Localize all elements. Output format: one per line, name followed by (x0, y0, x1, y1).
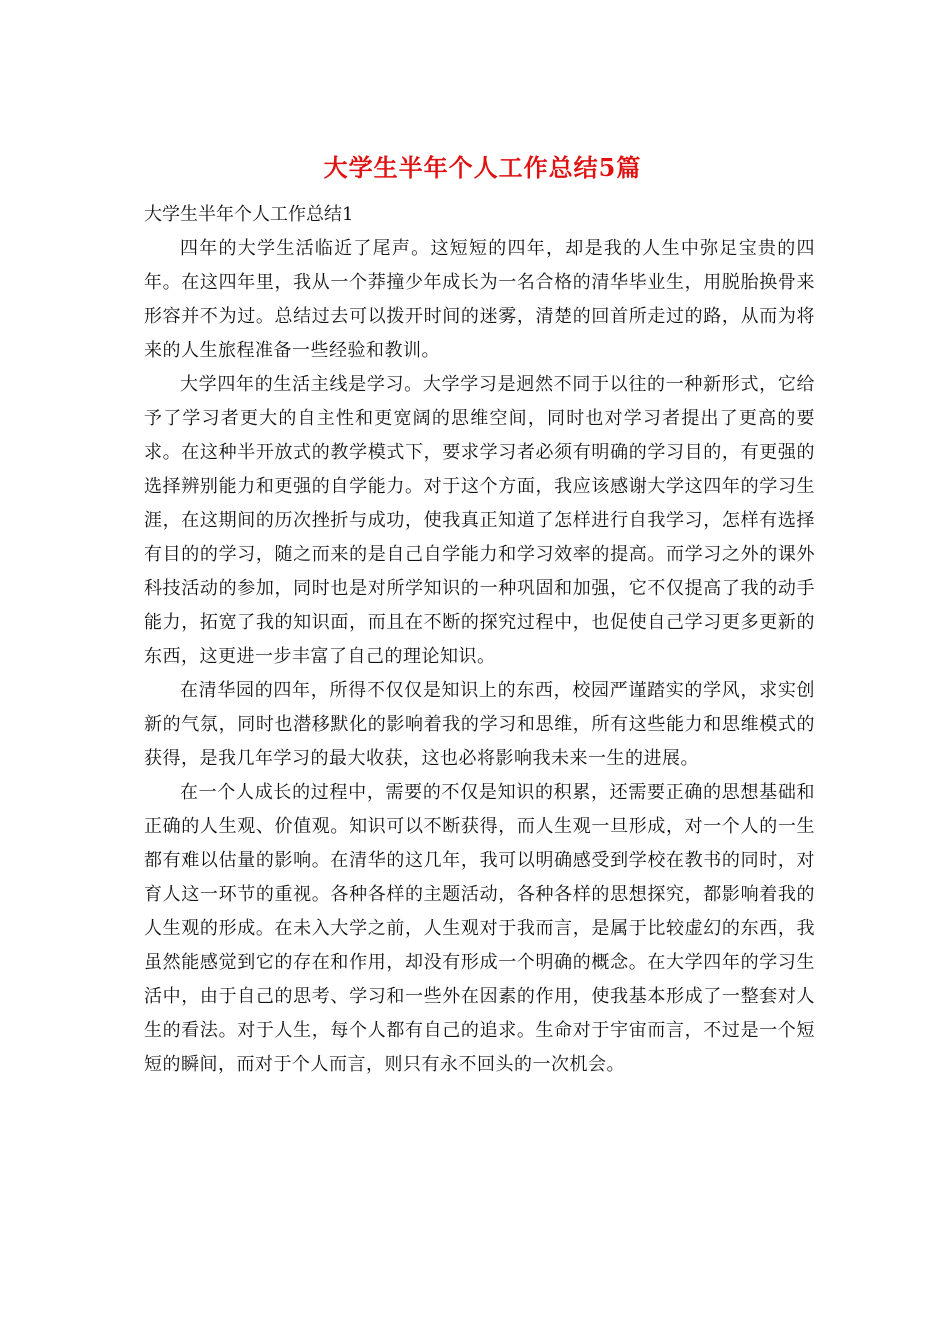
paragraph-3: 在清华园的四年，所得不仅仅是知识上的东西，校园严谨踏实的学风，求实创新的气氛，同时也潜移默化的影响着我的学习和思维，所有这些能力和思维模式的获得，是我几年学习的最大收获，这也必将影响我未来一生的进展。 (144, 680, 815, 769)
paragraph-4: 在一个人成长的过程中，需要的不仅是知识的积累，还需要正确的思想基础和正确的人生观、价值观。知识可以不断获得，而人生观一旦形成，对一个人的一生都有难以估量的影响。在清华的这几年，我可以明确感受到学校在教书的同时，对育人这一环节的重视。各种各样的主题活动，各种各样的思想探究，都影响着我的人生观的形成。在未入大学之前，人生观对于我而言，是属于比较虚幻的东西，我虽然能感觉到它的存在和作用，却没有形成一个明确的概念。在大学四年的学习生活中，由于自己的思考、学习和一些外在因素的作用，使我基本形成了一整套对人生的看法。对于人生，每个人都有自己的追求。生命对于宇宙而言，不过是一个短短的瞬间，而对于个人而言，则只有永不回头的一次机会。 (144, 782, 815, 1075)
document-title: 大学生半年个人工作总结5篇 (323, 153, 642, 182)
paragraph-2: 大学四年的生活主线是学习。大学学习是迥然不同于以往的一种新形式，它给予了学习者更大的自主性和更宽阔的思维空间，同时也对学习者提出了更高的要求。在这种半开放式的教学模式下，要求学习者必须有明确的学习目的，有更强的选择辨别能力和更强的自学能力。对于这个方面，我应该感谢大学这四年的学习生涯，在这期间的历次挫折与成功，使我真正知道了怎样进行自我学习，怎样有选择有目的的学习，随之而来的是自己自学能力和学习效率的提高。而学习之外的课外科技活动的参加，同时也是对所学知识的一种巩固和加强，它不仅提高了我的动手能力，拓宽了我的知识面，而且在不断的探究过程中，也促使自己学习更多更新的东西，这更进一步丰富了自己的理论知识。 (144, 374, 815, 667)
section-heading: 大学生半年个人工作总结1 (144, 204, 354, 225)
paragraph-1: 四年的大学生活临近了尾声。这短短的四年，却是我的人生中弥足宝贵的四年。在这四年里，我从一个莽撞少年成长为一名合格的清华毕业生，用脱胎换骨来形容并不为过。总结过去可以拨开时间的迷雾，清楚的回首所走过的路，从而为将来的人生旅程准备一些经验和教训。 (144, 238, 815, 361)
